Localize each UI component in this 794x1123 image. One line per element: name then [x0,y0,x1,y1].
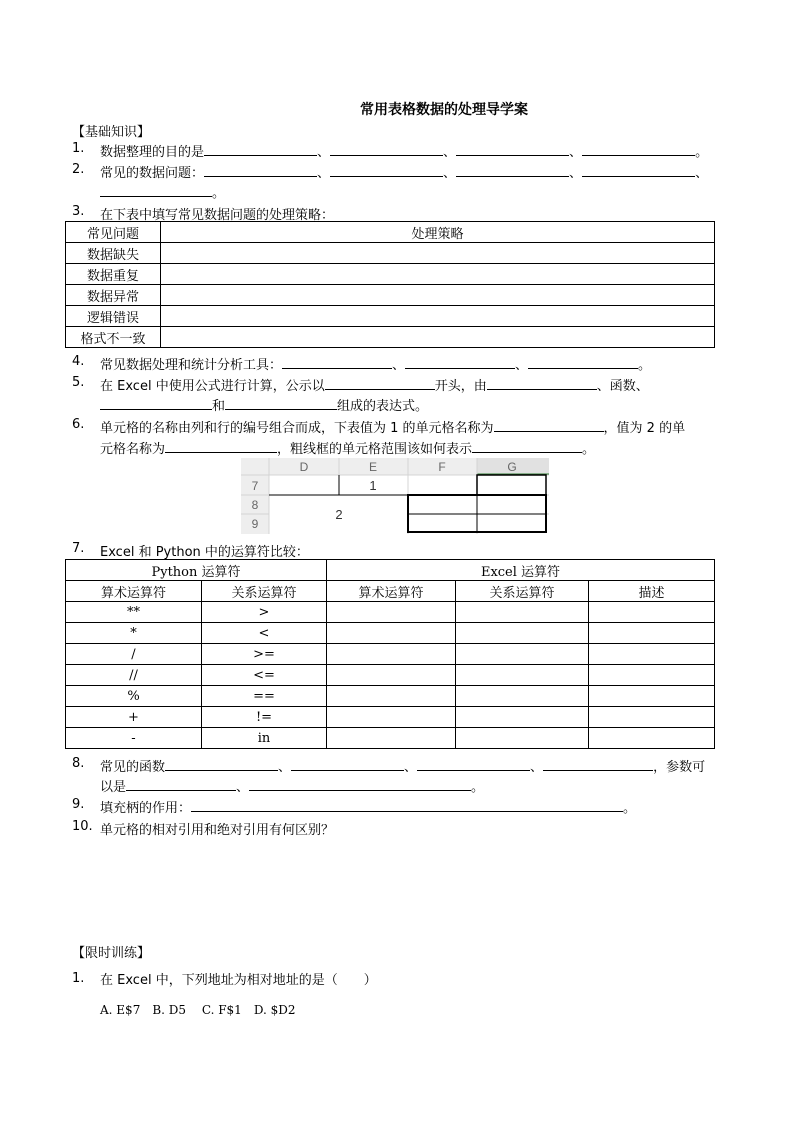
column-header-f: F [438,460,446,474]
question-number: 5. [72,375,85,390]
question-number: 1. [72,971,85,986]
question-number: 3. [72,204,85,219]
question-number: 10. [72,819,93,834]
question-9-body: 填充柄的作用： 。 [100,801,637,816]
question-number: 1. [72,141,85,156]
answer-cell[interactable] [161,306,715,327]
row-header-7: 7 [251,479,259,493]
answer-blank[interactable] [582,164,695,177]
operator-table [65,559,715,749]
strategy-table [65,221,715,348]
question-1-body: 数据整理的目的是 、 、 、 。 [100,145,709,160]
answer-blank[interactable] [582,143,695,156]
table-subheader: 描述 [589,581,715,602]
table-row: % == [66,686,715,707]
table-subheader: 算术运算符 [327,581,456,602]
table-row-label: 格式不一致 [66,327,161,348]
table-header: 常见问题 [66,222,161,243]
question-6-body: 单元格的名称由列和行的编号组合而成，下表值为 1 的单元格名称为 ，值为 2 的单 [100,421,686,436]
answer-blank[interactable] [126,778,236,791]
question-number: 4. [72,354,85,369]
column-header-g: G [507,460,517,474]
answer-blank[interactable] [204,164,317,177]
question-number: 8. [72,756,85,771]
answer-blank[interactable] [100,184,212,197]
answer-blank[interactable] [487,377,597,390]
table-row: // <= [66,665,715,686]
table-row: - in [66,728,715,749]
answer-blank[interactable] [325,377,435,390]
page-title: 常用表格数据的处理导学案 [360,102,528,118]
excel-grid-drawing [241,458,549,534]
question-text: Excel 和 Python 中的运算符比较： [100,545,309,560]
question-text: 常见数据处理和统计分析工具： [100,358,283,373]
table-row: + != [66,707,715,728]
table-header: 处理策略 [161,222,715,243]
question-6-cont: 元格名称为 ，粗线框的单元格范围该如何表示 。 [100,442,596,457]
table-subheader: 关系运算符 [202,581,327,602]
question-text: 在 Excel 中，下列地址为相对地址的是（ ） [100,973,377,988]
question-4-body: 常见数据处理和统计分析工具： 、 、 。 [100,358,652,373]
answer-blank[interactable] [405,356,515,369]
row-header-9: 9 [251,517,259,531]
row-header-8: 8 [251,498,259,512]
excel-snippet [241,458,549,534]
answer-blank[interactable] [456,164,569,177]
table-row-label: 数据异常 [66,285,161,306]
answer-blank[interactable] [494,419,604,432]
question-number: 7. [72,541,85,556]
question-5-body: 在 Excel 中使用公式进行计算，公示以 开头，由 、函数、 [100,379,649,394]
question-number: 2. [72,162,85,177]
section-heading-basic: 【基础知识】 [72,125,151,140]
answer-blank[interactable] [249,778,471,791]
answer-blank[interactable] [472,440,582,453]
table-header: Excel 运算符 [327,560,715,581]
answer-cell[interactable] [161,243,715,264]
answer-blank[interactable] [291,758,404,771]
table-row: * < [66,623,715,644]
answer-blank[interactable] [330,164,443,177]
question-8-cont: 以是 、 。 [100,780,485,795]
question-text: 常见的数据问题： [100,166,205,181]
answer-blank[interactable] [204,143,317,156]
answer-blank[interactable] [100,397,212,410]
question-text: 在下表中填写常见数据问题的处理策略： [100,208,335,223]
table-row-label: 逻辑错误 [66,306,161,327]
table-header: Python 运算符 [66,560,327,581]
answer-options: A. E$7 B. D5 C. F$1 D. $D2 [100,1003,296,1017]
column-header-e: E [368,460,378,474]
column-header-d: D [299,460,309,474]
question-number: 9. [72,797,85,812]
answer-blank[interactable] [191,799,623,812]
question-1 [72,141,84,156]
answer-cell[interactable] [161,264,715,285]
answer-blank[interactable] [225,397,337,410]
cell-value-1: 1 [369,478,377,493]
answer-blank[interactable] [456,143,569,156]
answer-blank[interactable] [282,356,392,369]
question-number: 6. [72,417,85,432]
answer-cell[interactable] [161,327,715,348]
table-subheader: 算术运算符 [66,581,202,602]
table-row: / >= [66,644,715,665]
cell-value-2: 2 [335,507,343,522]
answer-cell[interactable] [161,285,715,306]
section-heading-training: 【限时训练】 [72,946,151,961]
table-row: ** > [66,602,715,623]
question-text: 单元格的相对引用和绝对引用有何区别？ [100,823,335,838]
table-row-label: 数据缺失 [66,243,161,264]
question-8-body: 常见的函数 、 、 、 ，参数可 [100,760,706,775]
answer-blank[interactable] [528,356,638,369]
answer-blank[interactable] [417,758,530,771]
table-row-label: 数据重复 [66,264,161,285]
question-2-cont: 。 [100,182,225,201]
question-text: 数据整理的目的是 [100,145,205,160]
question-2-body: 常见的数据问题： 、 、 、 、 [100,166,709,181]
answer-blank[interactable] [330,143,443,156]
answer-blank[interactable] [165,758,278,771]
answer-blank[interactable] [543,758,653,771]
question-5-cont: 和 组成的表达式。 [100,395,428,414]
table-subheader: 关系运算符 [456,581,589,602]
answer-blank[interactable] [165,440,277,453]
